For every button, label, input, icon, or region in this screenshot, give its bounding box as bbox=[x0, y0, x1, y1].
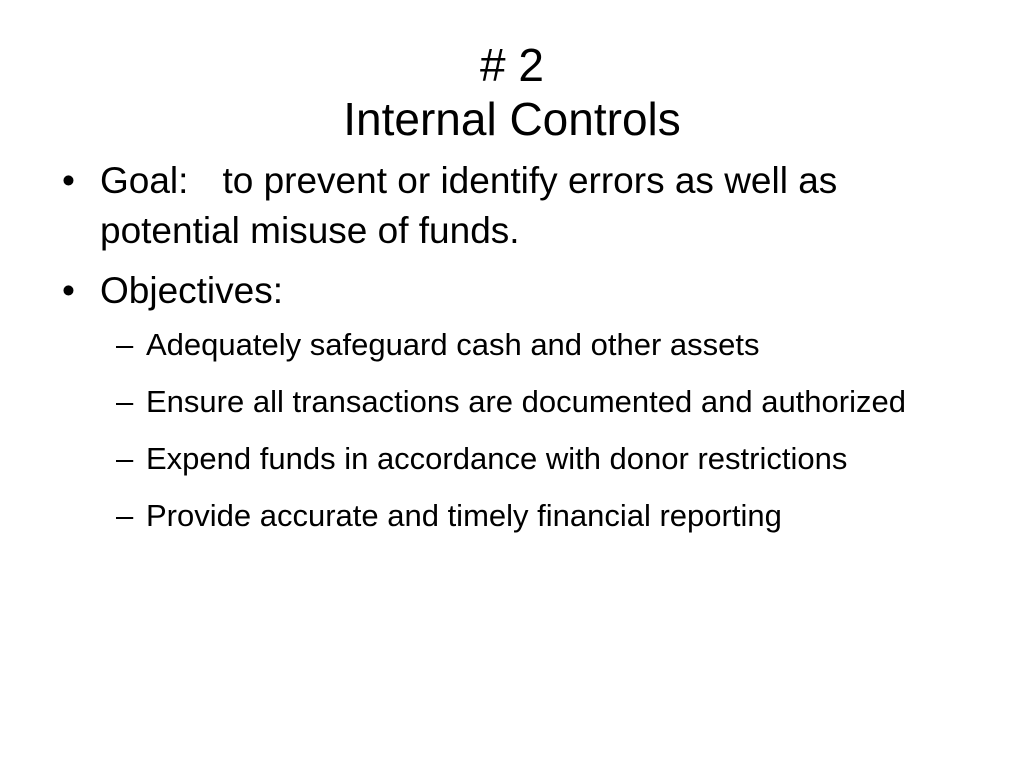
objective-text: Provide accurate and timely financial reporting bbox=[146, 498, 782, 533]
dash-glyph: – bbox=[116, 498, 134, 533]
goal-label: Goal: bbox=[100, 160, 189, 201]
title-number: # 2 bbox=[480, 39, 544, 91]
slide-body bbox=[60, 156, 960, 548]
bullet-goal bbox=[60, 156, 960, 256]
objectives-list bbox=[60, 320, 960, 540]
slide-title bbox=[0, 38, 1024, 146]
objective-item bbox=[60, 434, 960, 483]
title-text: Internal Controls bbox=[343, 93, 681, 145]
objective-item bbox=[60, 377, 960, 426]
bullet-objectives bbox=[60, 266, 960, 316]
objective-item bbox=[60, 491, 960, 540]
objective-text: Expend funds in accordance with donor restrictions bbox=[146, 441, 848, 476]
objective-item bbox=[60, 320, 960, 369]
goal-text: to prevent or identify errors as well as potential misuse of funds. bbox=[100, 160, 838, 251]
bullet-glyph: • bbox=[62, 270, 75, 311]
objective-text: Ensure all transactions are documented and authorized bbox=[146, 384, 906, 419]
objective-text: Adequately safeguard cash and other assets bbox=[146, 327, 760, 362]
dash-glyph: – bbox=[116, 384, 134, 419]
objectives-label: Objectives: bbox=[100, 270, 284, 311]
dash-glyph: – bbox=[116, 441, 134, 476]
dash-glyph: – bbox=[116, 327, 134, 362]
bullet-glyph: • bbox=[62, 160, 75, 201]
